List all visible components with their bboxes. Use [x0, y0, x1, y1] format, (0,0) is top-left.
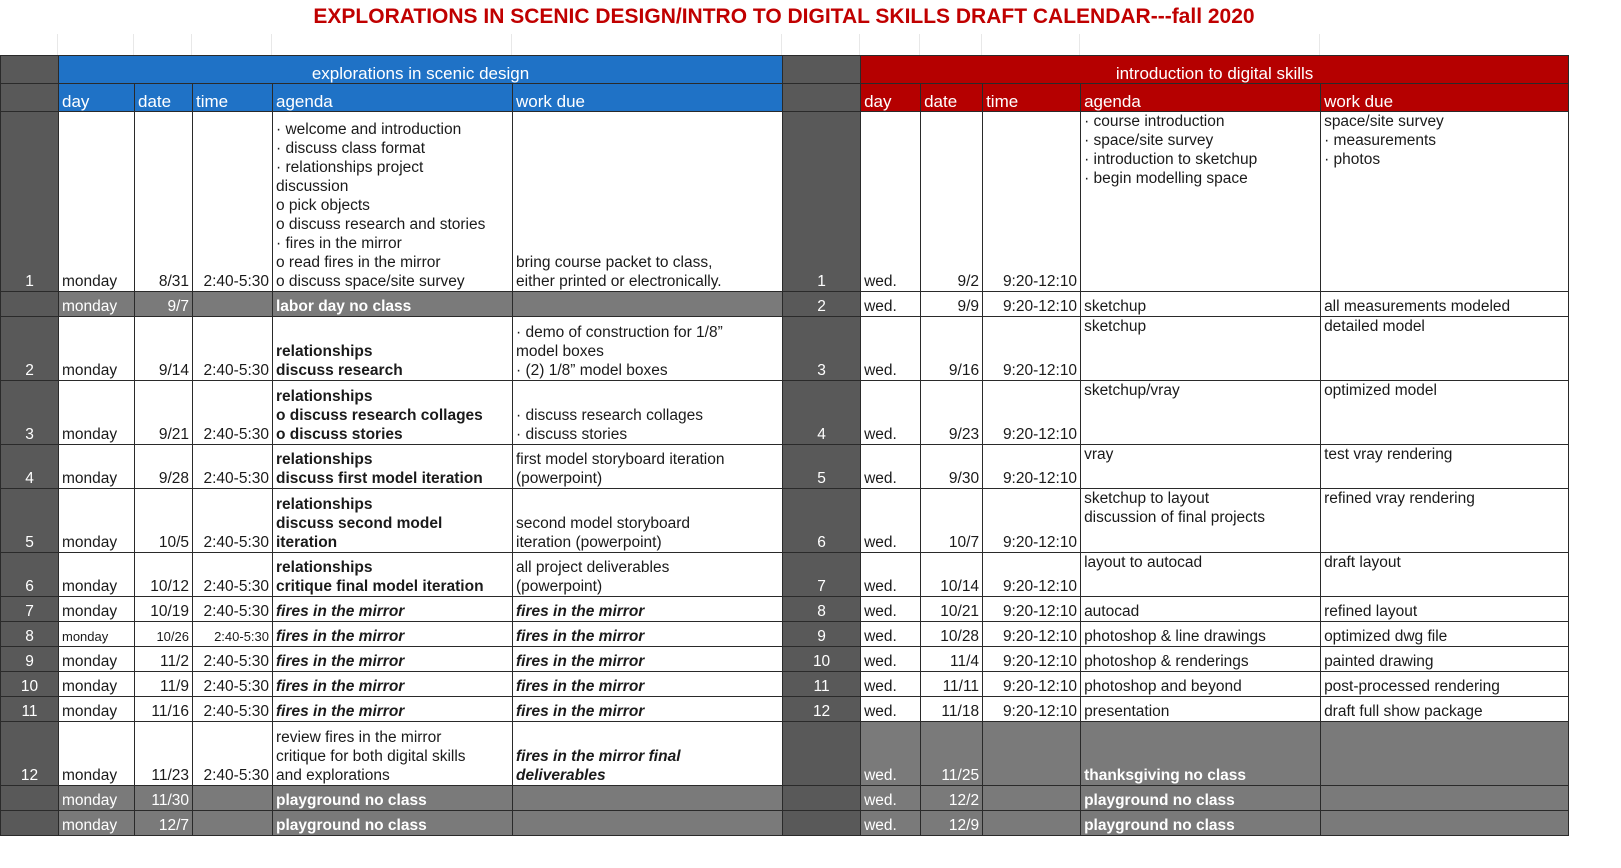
- time-cell[interactable]: 9:20-12:10: [983, 292, 1081, 317]
- day-cell[interactable]: monday: [59, 553, 135, 597]
- time-cell[interactable]: 9:20-12:10: [983, 672, 1081, 697]
- agenda-cell-line: photoshop & renderings: [1084, 653, 1249, 670]
- agenda-cell-line: sketchup/vray: [1084, 382, 1180, 399]
- agenda-cell-line: discuss first model iteration: [276, 470, 483, 487]
- row-number-left[interactable]: 8: [1, 622, 59, 647]
- page-title: EXPLORATIONS IN SCENIC DESIGN/INTRO TO DIGITAL SKILLS DRAFT CALENDAR---fall 2020: [313, 5, 1255, 28]
- row-number-left[interactable]: 5: [1, 489, 59, 553]
- agenda-cell-line: critique final model iteration: [276, 578, 484, 595]
- row-number-right[interactable]: 4: [783, 381, 861, 445]
- work-due-cell-line: deliverables: [516, 767, 606, 784]
- date-cell[interactable]: 11/18: [921, 697, 983, 722]
- day-cell[interactable]: wed.: [861, 553, 921, 597]
- row-number-right[interactable]: 11: [783, 672, 861, 697]
- agenda-cell-line: · introduction to sketchup: [1084, 151, 1258, 168]
- table-row: [1, 489, 1569, 553]
- date-cell[interactable]: 10/28: [921, 622, 983, 647]
- work-due-cell[interactable]: [513, 622, 783, 647]
- time-cell[interactable]: [983, 722, 1081, 786]
- time-cell[interactable]: 2:40-5:30: [193, 489, 273, 553]
- date-cell[interactable]: 10/19: [135, 597, 193, 622]
- agenda-cell[interactable]: [1081, 553, 1321, 597]
- time-cell[interactable]: [983, 786, 1081, 811]
- time-cell[interactable]: [193, 811, 273, 836]
- day-cell[interactable]: monday: [59, 112, 135, 292]
- work-due-cell[interactable]: [513, 112, 783, 292]
- work-due-cell[interactable]: [1321, 292, 1569, 317]
- row-number-left[interactable]: 7: [1, 597, 59, 622]
- day-cell[interactable]: monday: [59, 489, 135, 553]
- work-due-cell[interactable]: [1321, 672, 1569, 697]
- agenda-cell[interactable]: [273, 597, 513, 622]
- time-cell[interactable]: 9:20-12:10: [983, 597, 1081, 622]
- work-due-cell-line: all measurements modeled: [1324, 298, 1511, 315]
- agenda-cell[interactable]: [273, 489, 513, 553]
- agenda-cell-line: fires in the mirror: [276, 628, 405, 645]
- work-due-cell-line: fires in the mirror: [516, 603, 645, 620]
- row-number-right[interactable]: 2: [783, 292, 861, 317]
- work-due-cell-line: (powerpoint): [516, 470, 603, 487]
- row-number-right[interactable]: 7: [783, 553, 861, 597]
- work-due-cell[interactable]: [513, 722, 783, 786]
- work-due-cell-line: optimized dwg file: [1324, 628, 1448, 645]
- agenda-cell[interactable]: [1081, 697, 1321, 722]
- time-cell[interactable]: 9:20-12:10: [983, 112, 1081, 292]
- row-number-left[interactable]: 12: [1, 722, 59, 786]
- work-due-cell-line: fires in the mirror: [516, 703, 645, 720]
- work-due-cell-line: draft layout: [1324, 554, 1401, 571]
- row-number-left[interactable]: 6: [1, 553, 59, 597]
- work-due-cell[interactable]: [513, 647, 783, 672]
- agenda-cell-line: photoshop and beyond: [1084, 678, 1242, 695]
- work-due-cell-line: · discuss stories: [516, 426, 628, 443]
- row-number-right[interactable]: [783, 811, 861, 836]
- day-cell[interactable]: wed.: [861, 597, 921, 622]
- work-due-cell-line: either printed or electronically.: [516, 273, 722, 290]
- table-row: [1, 672, 1569, 697]
- time-cell[interactable]: 2:40-5:30: [193, 622, 273, 647]
- col-header-date[interactable]: date: [135, 84, 193, 112]
- digital-header[interactable]: introduction to digital skills: [861, 56, 1569, 84]
- agenda-cell[interactable]: [1081, 786, 1321, 811]
- day-cell[interactable]: wed.: [861, 292, 921, 317]
- explorations-header[interactable]: explorations in scenic design: [59, 56, 783, 84]
- agenda-cell-line: thanksgiving no class: [1084, 767, 1246, 784]
- agenda-cell-line: relationships: [276, 559, 373, 576]
- time-cell[interactable]: 9:20-12:10: [983, 622, 1081, 647]
- agenda-cell-line: o discuss space/site survey: [276, 273, 465, 290]
- agenda-cell[interactable]: [1081, 112, 1321, 292]
- row-number-right[interactable]: 12: [783, 697, 861, 722]
- work-due-cell[interactable]: [1321, 786, 1569, 811]
- work-due-cell-line: post-processed rendering: [1324, 678, 1500, 695]
- agenda-cell-line: relationships: [276, 388, 373, 405]
- time-cell[interactable]: 2:40-5:30: [193, 722, 273, 786]
- col-header-date[interactable]: date: [921, 84, 983, 112]
- agenda-cell[interactable]: [1081, 811, 1321, 836]
- agenda-cell-line: o pick objects: [276, 197, 370, 214]
- day-cell[interactable]: wed.: [861, 672, 921, 697]
- date-cell[interactable]: 11/2: [135, 647, 193, 672]
- day-cell[interactable]: wed.: [861, 445, 921, 489]
- work-due-cell-line: model boxes: [516, 343, 604, 360]
- table-row: [1, 786, 1569, 811]
- agenda-cell-line: · fires in the mirror: [276, 235, 402, 252]
- date-cell[interactable]: 11/9: [135, 672, 193, 697]
- day-cell[interactable]: wed.: [861, 622, 921, 647]
- work-due-cell[interactable]: [1321, 647, 1569, 672]
- day-cell[interactable]: monday: [59, 672, 135, 697]
- agenda-cell[interactable]: [273, 647, 513, 672]
- date-cell[interactable]: 11/25: [921, 722, 983, 786]
- time-cell[interactable]: 2:40-5:30: [193, 672, 273, 697]
- work-due-cell[interactable]: [1321, 317, 1569, 381]
- work-due-cell[interactable]: [513, 597, 783, 622]
- work-due-cell[interactable]: [1321, 697, 1569, 722]
- col-header-time[interactable]: time: [983, 84, 1081, 112]
- day-cell[interactable]: monday: [59, 697, 135, 722]
- agenda-cell-line: o read fires in the mirror: [276, 254, 441, 271]
- date-cell[interactable]: 10/7: [921, 489, 983, 553]
- work-due-cell[interactable]: [1321, 722, 1569, 786]
- work-due-cell-line: fires in the mirror: [516, 628, 645, 645]
- date-cell[interactable]: 9/7: [135, 292, 193, 317]
- row-number-left[interactable]: 10: [1, 672, 59, 697]
- agenda-cell-line: vray: [1084, 446, 1114, 463]
- work-due-cell-line: · demo of construction for 1/8”: [516, 324, 723, 341]
- row-number-left[interactable]: 1: [1, 112, 59, 292]
- time-cell[interactable]: [193, 786, 273, 811]
- date-cell[interactable]: 10/14: [921, 553, 983, 597]
- table-row: [1, 697, 1569, 722]
- time-cell[interactable]: 9:20-12:10: [983, 697, 1081, 722]
- work-due-cell-line: iteration (powerpoint): [516, 534, 662, 551]
- agenda-cell-line: photoshop & line drawings: [1084, 628, 1266, 645]
- time-cell[interactable]: 9:20-12:10: [983, 489, 1081, 553]
- row-number-left[interactable]: [1, 786, 59, 811]
- date-cell[interactable]: 9/2: [921, 112, 983, 292]
- day-cell[interactable]: monday: [59, 786, 135, 811]
- work-due-cell-line: test vray rendering: [1324, 446, 1453, 463]
- work-due-cell-line: refined layout: [1324, 603, 1418, 620]
- date-cell[interactable]: 9/14: [135, 317, 193, 381]
- day-cell[interactable]: wed.: [861, 489, 921, 553]
- row-number-left[interactable]: 4: [1, 445, 59, 489]
- row-number-right[interactable]: 9: [783, 622, 861, 647]
- agenda-cell-line: o discuss research and stories: [276, 216, 486, 233]
- agenda-cell-line: playground no class: [1084, 817, 1235, 834]
- agenda-cell[interactable]: [1081, 381, 1321, 445]
- agenda-cell[interactable]: [1081, 622, 1321, 647]
- work-due-cell-line: second model storyboard: [516, 515, 691, 532]
- row-number-right[interactable]: 3: [783, 317, 861, 381]
- agenda-cell-line: o discuss research collages: [276, 407, 483, 424]
- date-cell[interactable]: 11/16: [135, 697, 193, 722]
- agenda-cell[interactable]: [273, 786, 513, 811]
- agenda-cell-line: · course introduction: [1084, 113, 1225, 130]
- corner-cell[interactable]: [1, 84, 59, 112]
- date-cell[interactable]: 10/12: [135, 553, 193, 597]
- work-due-cell[interactable]: [1321, 553, 1569, 597]
- work-due-cell-line: space/site survey: [1324, 113, 1444, 130]
- table-row: [1, 811, 1569, 836]
- work-due-cell-line: all project deliverables: [516, 559, 670, 576]
- table-row: [1, 317, 1569, 381]
- agenda-cell-line: relationships: [276, 343, 373, 360]
- agenda-cell[interactable]: [1081, 597, 1321, 622]
- table-row: [1, 553, 1569, 597]
- row-number-right[interactable]: 1: [783, 112, 861, 292]
- work-due-cell[interactable]: [1321, 381, 1569, 445]
- date-cell[interactable]: 8/31: [135, 112, 193, 292]
- day-cell[interactable]: monday: [59, 622, 135, 647]
- work-due-cell-line: painted drawing: [1324, 653, 1434, 670]
- work-due-cell-line: draft full show package: [1324, 703, 1483, 720]
- date-cell[interactable]: 11/11: [921, 672, 983, 697]
- date-cell[interactable]: 10/21: [921, 597, 983, 622]
- work-due-cell[interactable]: [1321, 445, 1569, 489]
- agenda-cell-line: playground no class: [1084, 792, 1235, 809]
- day-cell[interactable]: monday: [59, 811, 135, 836]
- work-due-cell[interactable]: [513, 381, 783, 445]
- day-cell[interactable]: monday: [59, 722, 135, 786]
- agenda-cell-line: playground no class: [276, 817, 427, 834]
- work-due-cell-line: detailed model: [1324, 318, 1425, 335]
- date-cell[interactable]: 12/2: [921, 786, 983, 811]
- date-cell[interactable]: 12/9: [921, 811, 983, 836]
- agenda-cell-line: · space/site survey: [1084, 132, 1214, 149]
- agenda-cell-line: discuss second model: [276, 515, 443, 532]
- work-due-cell[interactable]: [1321, 112, 1569, 292]
- day-cell[interactable]: wed.: [861, 722, 921, 786]
- agenda-cell[interactable]: [273, 445, 513, 489]
- day-cell[interactable]: monday: [59, 445, 135, 489]
- col-header-day[interactable]: day: [861, 84, 921, 112]
- agenda-cell-line: playground no class: [276, 792, 427, 809]
- date-cell[interactable]: 11/30: [135, 786, 193, 811]
- date-cell[interactable]: 11/23: [135, 722, 193, 786]
- row-number-left[interactable]: 9: [1, 647, 59, 672]
- agenda-cell-line: · welcome and introduction: [276, 121, 462, 138]
- day-cell[interactable]: monday: [59, 292, 135, 317]
- table-row: [1, 597, 1569, 622]
- agenda-cell-line: iteration: [276, 534, 338, 551]
- agenda-cell-line: sketchup to layout: [1084, 490, 1210, 507]
- agenda-cell-line: discussion of final projects: [1084, 509, 1265, 526]
- day-cell[interactable]: monday: [59, 317, 135, 381]
- agenda-cell-line: fires in the mirror: [276, 653, 405, 670]
- agenda-cell-line: · discuss class format: [276, 140, 426, 157]
- gap-cell[interactable]: [783, 84, 861, 112]
- agenda-cell-line: presentation: [1084, 703, 1170, 720]
- date-cell[interactable]: 10/5: [135, 489, 193, 553]
- agenda-cell-line: fires in the mirror: [276, 603, 405, 620]
- day-cell[interactable]: wed.: [861, 697, 921, 722]
- agenda-cell-line: relationships: [276, 496, 373, 513]
- agenda-cell[interactable]: [273, 317, 513, 381]
- calendar-table: [0, 55, 1569, 836]
- time-cell[interactable]: 9:20-12:10: [983, 317, 1081, 381]
- day-cell[interactable]: wed.: [861, 811, 921, 836]
- date-cell[interactable]: 9/16: [921, 317, 983, 381]
- work-due-cell[interactable]: [513, 553, 783, 597]
- row-number-left[interactable]: [1, 811, 59, 836]
- work-due-cell[interactable]: [513, 317, 783, 381]
- agenda-cell-line: fires in the mirror: [276, 703, 405, 720]
- agenda-cell[interactable]: [1081, 647, 1321, 672]
- work-due-cell-line: bring course packet to class,: [516, 254, 713, 271]
- day-cell[interactable]: monday: [59, 647, 135, 672]
- work-due-cell-line: fires in the mirror: [516, 678, 645, 695]
- day-cell[interactable]: wed.: [861, 381, 921, 445]
- date-cell[interactable]: 9/30: [921, 445, 983, 489]
- row-number-right[interactable]: 5: [783, 445, 861, 489]
- work-due-cell-line: fires in the mirror: [516, 653, 645, 670]
- agenda-cell[interactable]: [273, 553, 513, 597]
- time-cell[interactable]: 2:40-5:30: [193, 381, 273, 445]
- agenda-cell[interactable]: [1081, 317, 1321, 381]
- work-due-cell[interactable]: [513, 697, 783, 722]
- work-due-cell[interactable]: [513, 489, 783, 553]
- time-cell[interactable]: 2:40-5:30: [193, 445, 273, 489]
- work-due-cell-line: fires in the mirror final: [516, 748, 681, 765]
- agenda-cell[interactable]: [1081, 672, 1321, 697]
- work-due-cell[interactable]: [513, 811, 783, 836]
- agenda-cell-line: labor day no class: [276, 298, 412, 315]
- work-due-cell-line: · photos: [1324, 151, 1381, 168]
- agenda-cell-line: and explorations: [276, 767, 390, 784]
- agenda-cell[interactable]: [273, 811, 513, 836]
- table-row: [1, 381, 1569, 445]
- agenda-cell-line: · relationships project: [276, 159, 424, 176]
- agenda-cell-line: · begin modelling space: [1084, 170, 1248, 187]
- work-due-cell[interactable]: [513, 445, 783, 489]
- work-due-cell[interactable]: [1321, 811, 1569, 836]
- day-cell[interactable]: wed.: [861, 317, 921, 381]
- day-cell[interactable]: wed.: [861, 786, 921, 811]
- row-number-right[interactable]: [783, 786, 861, 811]
- work-due-cell-line: · (2) 1/8” model boxes: [516, 362, 668, 379]
- gap-cell[interactable]: [783, 56, 861, 84]
- agenda-cell[interactable]: [273, 112, 513, 292]
- col-header-day[interactable]: day: [59, 84, 135, 112]
- table-row: [1, 112, 1569, 292]
- col-header-work-due[interactable]: work due: [1321, 84, 1569, 112]
- work-due-cell-line: · discuss research collages: [516, 407, 703, 424]
- col-header-time[interactable]: time: [193, 84, 273, 112]
- work-due-cell-line: optimized model: [1324, 382, 1437, 399]
- agenda-cell[interactable]: [1081, 292, 1321, 317]
- date-cell[interactable]: 9/9: [921, 292, 983, 317]
- time-cell[interactable]: 2:40-5:30: [193, 597, 273, 622]
- row-number-right[interactable]: 8: [783, 597, 861, 622]
- time-cell[interactable]: 2:40-5:30: [193, 697, 273, 722]
- time-cell[interactable]: 9:20-12:10: [983, 553, 1081, 597]
- date-cell[interactable]: 9/21: [135, 381, 193, 445]
- work-due-cell[interactable]: [1321, 489, 1569, 553]
- work-due-cell-line: first model storyboard iteration: [516, 451, 725, 468]
- time-cell[interactable]: 2:40-5:30: [193, 112, 273, 292]
- agenda-cell-line: discuss research: [276, 362, 403, 379]
- row-number-left[interactable]: 3: [1, 381, 59, 445]
- agenda-cell-line: fires in the mirror: [276, 678, 405, 695]
- work-due-cell[interactable]: [1321, 597, 1569, 622]
- agenda-cell-line: critique for both digital skills: [276, 748, 466, 765]
- table-row: [1, 622, 1569, 647]
- agenda-cell-line: relationships: [276, 451, 373, 468]
- agenda-cell[interactable]: [273, 722, 513, 786]
- row-number-right[interactable]: [783, 722, 861, 786]
- date-cell[interactable]: 9/23: [921, 381, 983, 445]
- agenda-cell[interactable]: [1081, 445, 1321, 489]
- row-number-left[interactable]: [1, 292, 59, 317]
- day-cell[interactable]: wed.: [861, 647, 921, 672]
- work-due-cell-line: (powerpoint): [516, 578, 603, 595]
- row-number-left[interactable]: 11: [1, 697, 59, 722]
- agenda-cell-line: layout to autocad: [1084, 554, 1203, 571]
- work-due-cell[interactable]: [1321, 622, 1569, 647]
- row-number-left[interactable]: 2: [1, 317, 59, 381]
- date-cell[interactable]: 11/4: [921, 647, 983, 672]
- col-header-work-due[interactable]: work due: [513, 84, 783, 112]
- col-header-agenda[interactable]: agenda: [1081, 84, 1321, 112]
- time-cell[interactable]: [193, 292, 273, 317]
- row-number-right[interactable]: 10: [783, 647, 861, 672]
- time-cell[interactable]: 2:40-5:30: [193, 647, 273, 672]
- time-cell[interactable]: [983, 811, 1081, 836]
- col-header-agenda[interactable]: agenda: [273, 84, 513, 112]
- time-cell[interactable]: 2:40-5:30: [193, 553, 273, 597]
- agenda-cell[interactable]: [273, 672, 513, 697]
- work-due-cell[interactable]: [513, 672, 783, 697]
- blank-row: [0, 34, 1568, 55]
- time-cell[interactable]: 9:20-12:10: [983, 445, 1081, 489]
- agenda-cell[interactable]: [273, 381, 513, 445]
- day-cell[interactable]: monday: [59, 597, 135, 622]
- work-due-cell-line: refined vray rendering: [1324, 490, 1475, 507]
- date-cell[interactable]: 12/7: [135, 811, 193, 836]
- agenda-cell-line: sketchup: [1084, 298, 1147, 315]
- day-cell[interactable]: wed.: [861, 112, 921, 292]
- agenda-cell-line: o discuss stories: [276, 426, 403, 443]
- work-due-cell[interactable]: [513, 292, 783, 317]
- agenda-cell[interactable]: [1081, 722, 1321, 786]
- agenda-cell-line: autocad: [1084, 603, 1140, 620]
- agenda-cell[interactable]: [1081, 489, 1321, 553]
- corner-cell[interactable]: [1, 56, 59, 84]
- time-cell[interactable]: 9:20-12:10: [983, 647, 1081, 672]
- work-due-cell-line: · measurements: [1324, 132, 1437, 149]
- table-row: [1, 647, 1569, 672]
- table-row: [1, 292, 1569, 317]
- agenda-cell[interactable]: [273, 697, 513, 722]
- agenda-cell[interactable]: [273, 622, 513, 647]
- time-cell[interactable]: 2:40-5:30: [193, 317, 273, 381]
- date-cell[interactable]: 10/26: [135, 622, 193, 647]
- agenda-cell-line: discussion: [276, 178, 349, 195]
- table-row: [1, 445, 1569, 489]
- day-cell[interactable]: monday: [59, 381, 135, 445]
- agenda-cell[interactable]: [273, 292, 513, 317]
- table-row: [1, 722, 1569, 786]
- date-cell[interactable]: 9/28: [135, 445, 193, 489]
- agenda-cell-line: review fires in the mirror: [276, 729, 442, 746]
- work-due-cell[interactable]: [513, 786, 783, 811]
- agenda-cell-line: sketchup: [1084, 318, 1147, 335]
- time-cell[interactable]: 9:20-12:10: [983, 381, 1081, 445]
- row-number-right[interactable]: 6: [783, 489, 861, 553]
